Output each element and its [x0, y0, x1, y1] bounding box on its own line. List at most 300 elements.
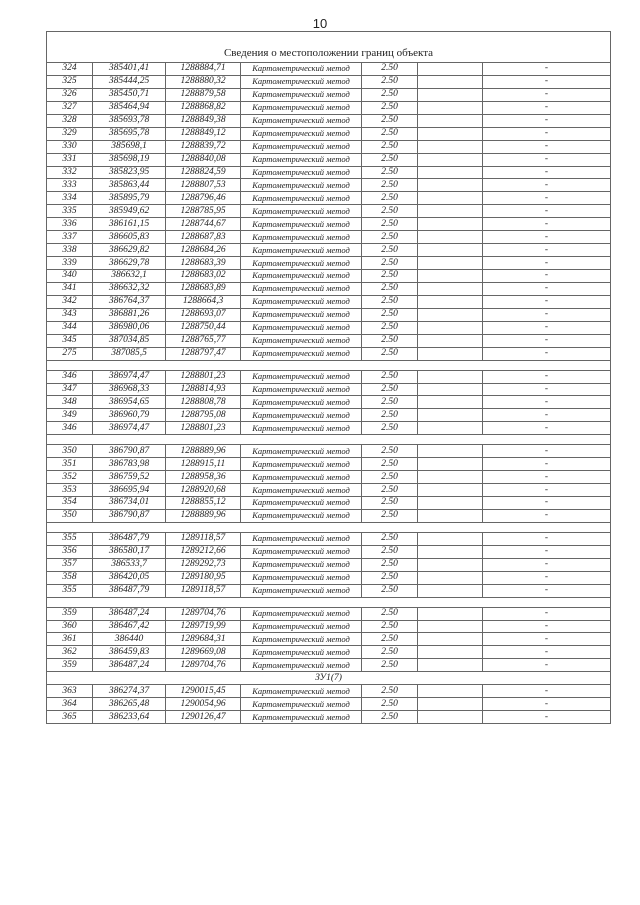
table-row	[47, 218, 611, 231]
table-row	[47, 88, 611, 101]
x-coordinate-cell: 386790,87	[93, 509, 166, 522]
method-cell: Картометрический метод	[241, 179, 362, 192]
y-coordinate-cell: 1288684,26	[166, 244, 241, 257]
empty-cell	[418, 127, 483, 140]
empty-cell	[418, 711, 483, 724]
point-number-cell: 350	[47, 445, 93, 458]
accuracy-cell: 2.50	[362, 509, 418, 522]
y-coordinate-cell: 1289704,76	[166, 659, 241, 672]
description-cell: -	[483, 509, 611, 522]
table-row	[47, 257, 611, 270]
point-number-cell: 353	[47, 484, 93, 497]
point-number-cell: 326	[47, 88, 93, 101]
accuracy-cell: 2.50	[362, 127, 418, 140]
method-cell: Картометрический метод	[241, 257, 362, 270]
description-cell: -	[483, 698, 611, 711]
empty-cell	[418, 383, 483, 396]
table-row	[47, 63, 611, 76]
description-cell: -	[483, 308, 611, 321]
method-cell: Картометрический метод	[241, 218, 362, 231]
y-coordinate-cell: 1288880,32	[166, 75, 241, 88]
table-row	[47, 347, 611, 360]
accuracy-cell: 2.50	[362, 532, 418, 545]
method-cell: Картометрический метод	[241, 308, 362, 321]
empty-cell	[418, 75, 483, 88]
y-coordinate-cell: 1288839,72	[166, 140, 241, 153]
x-coordinate-cell: 386954,65	[93, 396, 166, 409]
y-coordinate-cell: 1288807,53	[166, 179, 241, 192]
empty-cell	[418, 270, 483, 283]
empty-cell	[418, 497, 483, 510]
point-number-cell: 349	[47, 409, 93, 422]
x-coordinate-cell: 386161,15	[93, 218, 166, 231]
empty-cell	[418, 545, 483, 558]
table-row	[47, 571, 611, 584]
table-row	[47, 497, 611, 510]
description-cell: -	[483, 321, 611, 334]
x-coordinate-cell: 385823,95	[93, 166, 166, 179]
point-number-cell: 346	[47, 422, 93, 435]
method-cell: Картометрический метод	[241, 127, 362, 140]
table-row	[47, 244, 611, 257]
method-cell: Картометрический метод	[241, 471, 362, 484]
y-coordinate-cell: 1288785,95	[166, 205, 241, 218]
empty-cell	[418, 607, 483, 620]
table-row	[47, 659, 611, 672]
point-number-cell: 327	[47, 101, 93, 114]
table-row	[47, 558, 611, 571]
point-number-cell: 338	[47, 244, 93, 257]
method-cell: Картометрический метод	[241, 231, 362, 244]
x-coordinate-cell: 387034,85	[93, 334, 166, 347]
table-row	[47, 334, 611, 347]
empty-cell	[418, 698, 483, 711]
empty-cell	[418, 166, 483, 179]
y-coordinate-cell: 1288683,39	[166, 257, 241, 270]
separator-cell	[47, 435, 611, 445]
table-row	[47, 484, 611, 497]
table-row	[47, 698, 611, 711]
description-cell: -	[483, 409, 611, 422]
point-number-cell: 325	[47, 75, 93, 88]
x-coordinate-cell: 386734,01	[93, 497, 166, 510]
description-cell: -	[483, 484, 611, 497]
table-title-row	[47, 32, 611, 63]
y-coordinate-cell: 1288868,82	[166, 101, 241, 114]
table-row	[47, 620, 611, 633]
group-label-row	[47, 672, 611, 685]
method-cell: Картометрический метод	[241, 244, 362, 257]
point-number-cell: 331	[47, 153, 93, 166]
method-cell: Картометрический метод	[241, 396, 362, 409]
y-coordinate-cell: 1289118,57	[166, 532, 241, 545]
table-row	[47, 646, 611, 659]
y-coordinate-cell: 1288855,12	[166, 497, 241, 510]
description-cell: -	[483, 231, 611, 244]
table-row	[47, 396, 611, 409]
method-cell: Картометрический метод	[241, 321, 362, 334]
y-coordinate-cell: 1289212,66	[166, 545, 241, 558]
description-cell: -	[483, 114, 611, 127]
empty-cell	[418, 244, 483, 257]
description-cell: -	[483, 633, 611, 646]
x-coordinate-cell: 385698,19	[93, 153, 166, 166]
description-cell: -	[483, 396, 611, 409]
description-cell: -	[483, 101, 611, 114]
method-cell: Картометрический метод	[241, 205, 362, 218]
separator-row	[47, 360, 611, 370]
description-cell: -	[483, 257, 611, 270]
description-cell: -	[483, 295, 611, 308]
table-row	[47, 445, 611, 458]
table-row	[47, 370, 611, 383]
x-coordinate-cell: 386233,64	[93, 711, 166, 724]
method-cell: Картометрический метод	[241, 383, 362, 396]
description-cell: -	[483, 166, 611, 179]
table-row	[47, 458, 611, 471]
description-cell: -	[483, 370, 611, 383]
empty-cell	[418, 63, 483, 76]
method-cell: Картометрический метод	[241, 282, 362, 295]
empty-cell	[418, 558, 483, 571]
table-row	[47, 711, 611, 724]
y-coordinate-cell: 1288879,58	[166, 88, 241, 101]
description-cell: -	[483, 383, 611, 396]
description-cell: -	[483, 334, 611, 347]
description-cell: -	[483, 75, 611, 88]
accuracy-cell: 2.50	[362, 153, 418, 166]
accuracy-cell: 2.50	[362, 711, 418, 724]
method-cell: Картометрический метод	[241, 509, 362, 522]
method-cell: Картометрический метод	[241, 484, 362, 497]
description-cell: -	[483, 270, 611, 283]
point-number-cell: 358	[47, 571, 93, 584]
accuracy-cell: 2.50	[362, 295, 418, 308]
empty-cell	[418, 409, 483, 422]
point-number-cell: 342	[47, 295, 93, 308]
x-coordinate-cell: 385464,94	[93, 101, 166, 114]
table-row	[47, 422, 611, 435]
group-label: ЗУ1(7)	[47, 672, 611, 685]
description-cell: -	[483, 532, 611, 545]
y-coordinate-cell: 1288744,67	[166, 218, 241, 231]
empty-cell	[418, 101, 483, 114]
table-row	[47, 509, 611, 522]
empty-cell	[418, 532, 483, 545]
y-coordinate-cell: 1289118,57	[166, 584, 241, 597]
description-cell: -	[483, 471, 611, 484]
x-coordinate-cell: 385693,78	[93, 114, 166, 127]
y-coordinate-cell: 1288824,59	[166, 166, 241, 179]
method-cell: Картометрический метод	[241, 620, 362, 633]
description-cell: -	[483, 63, 611, 76]
x-coordinate-cell: 386632,1	[93, 270, 166, 283]
point-number-cell: 344	[47, 321, 93, 334]
description-cell: -	[483, 140, 611, 153]
y-coordinate-cell: 1288750,44	[166, 321, 241, 334]
table-row	[47, 532, 611, 545]
y-coordinate-cell: 1288889,96	[166, 509, 241, 522]
point-number-cell: 340	[47, 270, 93, 283]
description-cell: -	[483, 497, 611, 510]
accuracy-cell: 2.50	[362, 458, 418, 471]
accuracy-cell: 2.50	[362, 347, 418, 360]
x-coordinate-cell: 386420,05	[93, 571, 166, 584]
point-number-cell: 324	[47, 63, 93, 76]
point-number-cell: 361	[47, 633, 93, 646]
point-number-cell: 356	[47, 545, 93, 558]
method-cell: Картометрический метод	[241, 192, 362, 205]
x-coordinate-cell: 386459,83	[93, 646, 166, 659]
y-coordinate-cell: 1288801,23	[166, 370, 241, 383]
y-coordinate-cell: 1289292,73	[166, 558, 241, 571]
empty-cell	[418, 646, 483, 659]
x-coordinate-cell: 386629,78	[93, 257, 166, 270]
table-row	[47, 545, 611, 558]
empty-cell	[418, 571, 483, 584]
point-number-cell: 363	[47, 685, 93, 698]
table-title: Сведения о местоположении границ объекта	[47, 32, 611, 63]
point-number-cell: 359	[47, 607, 93, 620]
description-cell: -	[483, 558, 611, 571]
empty-cell	[418, 205, 483, 218]
table-row	[47, 231, 611, 244]
x-coordinate-cell: 386487,79	[93, 532, 166, 545]
accuracy-cell: 2.50	[362, 140, 418, 153]
accuracy-cell: 2.50	[362, 422, 418, 435]
table-row	[47, 295, 611, 308]
accuracy-cell: 2.50	[362, 685, 418, 698]
accuracy-cell: 2.50	[362, 471, 418, 484]
x-coordinate-cell: 386274,37	[93, 685, 166, 698]
description-cell: -	[483, 282, 611, 295]
description-cell: -	[483, 685, 611, 698]
method-cell: Картометрический метод	[241, 711, 362, 724]
point-number-cell: 355	[47, 532, 93, 545]
accuracy-cell: 2.50	[362, 698, 418, 711]
x-coordinate-cell: 386629,82	[93, 244, 166, 257]
method-cell: Картометрический метод	[241, 370, 362, 383]
empty-cell	[418, 620, 483, 633]
accuracy-cell: 2.50	[362, 383, 418, 396]
empty-cell	[418, 458, 483, 471]
table-row	[47, 633, 611, 646]
method-cell: Картометрический метод	[241, 270, 362, 283]
empty-cell	[418, 347, 483, 360]
y-coordinate-cell: 1290015,45	[166, 685, 241, 698]
description-cell: -	[483, 458, 611, 471]
accuracy-cell: 2.50	[362, 545, 418, 558]
y-coordinate-cell: 1288687,83	[166, 231, 241, 244]
table-row	[47, 685, 611, 698]
accuracy-cell: 2.50	[362, 270, 418, 283]
empty-cell	[418, 334, 483, 347]
accuracy-cell: 2.50	[362, 607, 418, 620]
x-coordinate-cell: 385401,41	[93, 63, 166, 76]
x-coordinate-cell: 386759,52	[93, 471, 166, 484]
method-cell: Картометрический метод	[241, 140, 362, 153]
empty-cell	[418, 231, 483, 244]
empty-cell	[418, 422, 483, 435]
accuracy-cell: 2.50	[362, 659, 418, 672]
description-cell: -	[483, 127, 611, 140]
boundary-table	[46, 31, 611, 724]
accuracy-cell: 2.50	[362, 75, 418, 88]
accuracy-cell: 2.50	[362, 409, 418, 422]
point-number-cell: 345	[47, 334, 93, 347]
point-number-cell: 275	[47, 347, 93, 360]
description-cell: -	[483, 659, 611, 672]
table-row	[47, 308, 611, 321]
method-cell: Картометрический метод	[241, 75, 362, 88]
x-coordinate-cell: 385444,25	[93, 75, 166, 88]
empty-cell	[418, 685, 483, 698]
accuracy-cell: 2.50	[362, 257, 418, 270]
method-cell: Картометрический метод	[241, 633, 362, 646]
x-coordinate-cell: 386881,26	[93, 308, 166, 321]
x-coordinate-cell: 386487,79	[93, 584, 166, 597]
description-cell: -	[483, 646, 611, 659]
empty-cell	[418, 308, 483, 321]
table-row	[47, 584, 611, 597]
method-cell: Картометрический метод	[241, 409, 362, 422]
x-coordinate-cell: 386974,47	[93, 370, 166, 383]
empty-cell	[418, 257, 483, 270]
description-cell: -	[483, 244, 611, 257]
y-coordinate-cell: 1288801,23	[166, 422, 241, 435]
x-coordinate-cell: 385895,79	[93, 192, 166, 205]
y-coordinate-cell: 1288683,89	[166, 282, 241, 295]
separator-row	[47, 522, 611, 532]
description-cell: -	[483, 347, 611, 360]
y-coordinate-cell: 1288849,12	[166, 127, 241, 140]
x-coordinate-cell: 386580,17	[93, 545, 166, 558]
y-coordinate-cell: 1289669,08	[166, 646, 241, 659]
table-row	[47, 471, 611, 484]
method-cell: Картометрический метод	[241, 114, 362, 127]
description-cell: -	[483, 607, 611, 620]
method-cell: Картометрический метод	[241, 422, 362, 435]
point-number-cell: 359	[47, 659, 93, 672]
y-coordinate-cell: 1288796,46	[166, 192, 241, 205]
separator-cell	[47, 522, 611, 532]
description-cell: -	[483, 571, 611, 584]
y-coordinate-cell: 1290054,96	[166, 698, 241, 711]
accuracy-cell: 2.50	[362, 308, 418, 321]
accuracy-cell: 2.50	[362, 114, 418, 127]
accuracy-cell: 2.50	[362, 620, 418, 633]
x-coordinate-cell: 386605,83	[93, 231, 166, 244]
empty-cell	[418, 633, 483, 646]
description-cell: -	[483, 620, 611, 633]
empty-cell	[418, 370, 483, 383]
method-cell: Картометрический метод	[241, 101, 362, 114]
y-coordinate-cell: 1290126,47	[166, 711, 241, 724]
method-cell: Картометрический метод	[241, 584, 362, 597]
description-cell: -	[483, 153, 611, 166]
description-cell: -	[483, 545, 611, 558]
method-cell: Картометрический метод	[241, 646, 362, 659]
point-number-cell: 357	[47, 558, 93, 571]
y-coordinate-cell: 1289704,76	[166, 607, 241, 620]
x-coordinate-cell: 386968,33	[93, 383, 166, 396]
point-number-cell: 335	[47, 205, 93, 218]
method-cell: Картометрический метод	[241, 295, 362, 308]
table-row	[47, 153, 611, 166]
x-coordinate-cell: 385695,78	[93, 127, 166, 140]
description-cell: -	[483, 445, 611, 458]
y-coordinate-cell: 1288765,77	[166, 334, 241, 347]
empty-cell	[418, 445, 483, 458]
accuracy-cell: 2.50	[362, 218, 418, 231]
accuracy-cell: 2.50	[362, 571, 418, 584]
x-coordinate-cell: 386783,98	[93, 458, 166, 471]
x-coordinate-cell: 386695,94	[93, 484, 166, 497]
y-coordinate-cell: 1288920,68	[166, 484, 241, 497]
table-row	[47, 383, 611, 396]
x-coordinate-cell: 386467,42	[93, 620, 166, 633]
table-row	[47, 101, 611, 114]
x-coordinate-cell: 386265,48	[93, 698, 166, 711]
x-coordinate-cell: 386764,37	[93, 295, 166, 308]
y-coordinate-cell: 1288814,93	[166, 383, 241, 396]
empty-cell	[418, 140, 483, 153]
point-number-cell: 351	[47, 458, 93, 471]
table-row	[47, 75, 611, 88]
x-coordinate-cell: 386632,32	[93, 282, 166, 295]
accuracy-cell: 2.50	[362, 88, 418, 101]
x-coordinate-cell: 385949,62	[93, 205, 166, 218]
method-cell: Картометрический метод	[241, 497, 362, 510]
empty-cell	[418, 179, 483, 192]
point-number-cell: 334	[47, 192, 93, 205]
method-cell: Картометрический метод	[241, 685, 362, 698]
separator-row	[47, 435, 611, 445]
point-number-cell: 352	[47, 471, 93, 484]
empty-cell	[418, 396, 483, 409]
description-cell: -	[483, 88, 611, 101]
description-cell: -	[483, 218, 611, 231]
point-number-cell: 329	[47, 127, 93, 140]
x-coordinate-cell: 385450,71	[93, 88, 166, 101]
point-number-cell: 364	[47, 698, 93, 711]
point-number-cell: 362	[47, 646, 93, 659]
method-cell: Картометрический метод	[241, 347, 362, 360]
method-cell: Картометрический метод	[241, 88, 362, 101]
point-number-cell: 328	[47, 114, 93, 127]
point-number-cell: 339	[47, 257, 93, 270]
point-number-cell: 348	[47, 396, 93, 409]
method-cell: Картометрический метод	[241, 445, 362, 458]
accuracy-cell: 2.50	[362, 633, 418, 646]
point-number-cell: 336	[47, 218, 93, 231]
x-coordinate-cell: 386487,24	[93, 607, 166, 620]
accuracy-cell: 2.50	[362, 321, 418, 334]
point-number-cell: 347	[47, 383, 93, 396]
description-cell: -	[483, 711, 611, 724]
empty-cell	[418, 321, 483, 334]
y-coordinate-cell: 1288889,96	[166, 445, 241, 458]
table-row	[47, 114, 611, 127]
method-cell: Картометрический метод	[241, 571, 362, 584]
point-number-cell: 365	[47, 711, 93, 724]
empty-cell	[418, 218, 483, 231]
method-cell: Картометрический метод	[241, 166, 362, 179]
table-row	[47, 166, 611, 179]
table-row	[47, 140, 611, 153]
accuracy-cell: 2.50	[362, 101, 418, 114]
empty-cell	[418, 282, 483, 295]
